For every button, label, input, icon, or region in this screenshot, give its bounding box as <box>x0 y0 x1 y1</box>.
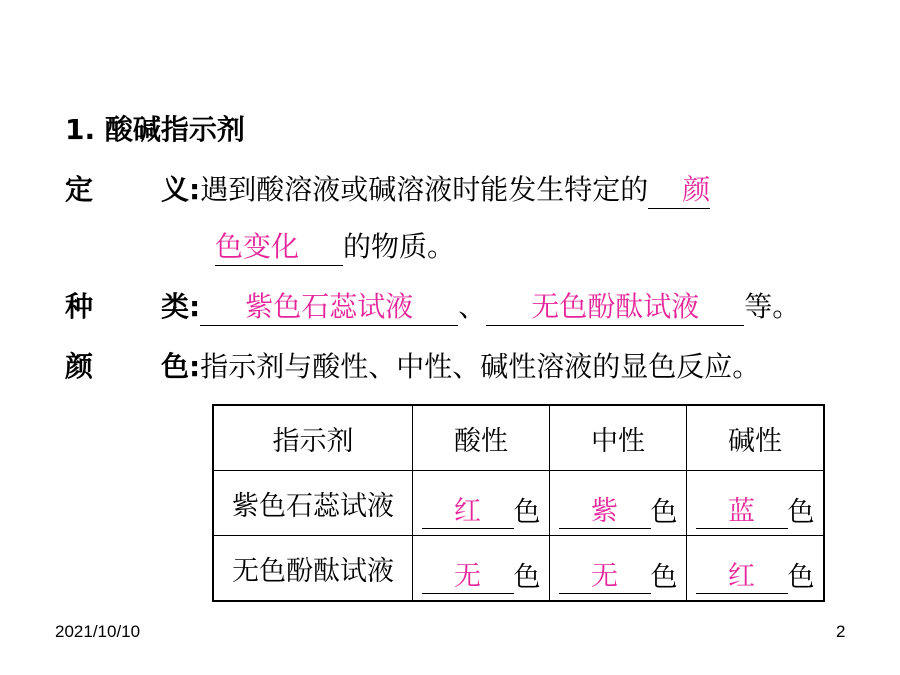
color-suffix: 色 <box>787 562 815 593</box>
header-acid: 酸性 <box>413 405 550 471</box>
page-number: 2 <box>836 622 846 641</box>
kinds-colon: : <box>189 290 201 323</box>
color-suffix: 色 <box>650 562 678 593</box>
header-base: 碱性 <box>687 405 825 471</box>
kinds-blank-1: 紫色石蕊试液 <box>200 285 458 326</box>
color-suffix: 色 <box>513 562 541 593</box>
definition-text: 遇到酸溶液或碱溶液时能发生特定的 <box>200 173 649 206</box>
answer-blank: 无 <box>559 561 651 594</box>
definition-blank-part2: 色变化 <box>215 225 343 266</box>
answer-blank: 红 <box>696 561 788 594</box>
cell-base <box>687 536 825 602</box>
color-suffix: 色 <box>513 497 541 528</box>
footer-date: 2021/10/10 <box>55 622 141 641</box>
cell-neutral <box>550 536 687 602</box>
answer-blank: 无 <box>422 561 514 594</box>
kinds-separator: 、 <box>458 290 487 323</box>
cell-acid <box>413 471 550 536</box>
definition-label-b: 义 <box>161 173 190 206</box>
header-indicator: 指示剂 <box>213 405 413 471</box>
answer-blank: 红 <box>422 496 514 529</box>
indicator-table <box>212 404 825 602</box>
definition-tail: 的物质。 <box>343 230 456 263</box>
color-line <box>65 345 760 385</box>
header-neutral: 中性 <box>550 405 687 471</box>
row-indicator: 无色酚酞试液 <box>213 536 413 602</box>
definition-label-a: 定 <box>65 173 94 206</box>
kinds-blank-2: 无色酚酞试液 <box>486 285 744 326</box>
color-label-b: 色 <box>161 350 190 383</box>
color-suffix: 色 <box>650 497 678 528</box>
answer-blank: 蓝 <box>696 496 788 529</box>
answer-blank: 紫 <box>559 496 651 529</box>
cell-neutral <box>550 471 687 536</box>
table-row <box>213 471 824 536</box>
definition-line-1 <box>65 168 710 209</box>
color-label-a: 颜 <box>65 350 94 383</box>
cell-base <box>687 471 825 536</box>
kinds-label-b: 类 <box>161 290 190 323</box>
color-colon: : <box>189 350 201 383</box>
kinds-tail: 等。 <box>744 290 801 323</box>
color-text: 指示剂与酸性、中性、碱性溶液的显色反应。 <box>200 350 761 383</box>
section-heading: 1. 酸碱指示剂 <box>65 113 245 146</box>
table-header-row <box>213 405 824 471</box>
definition-line-2 <box>215 225 455 266</box>
definition-colon: : <box>189 173 201 206</box>
row-indicator: 紫色石蕊试液 <box>213 471 413 536</box>
color-suffix: 色 <box>787 497 815 528</box>
definition-blank-part1: 颜 <box>648 168 710 209</box>
table-row <box>213 536 824 602</box>
kinds-label-a: 种 <box>65 290 94 323</box>
cell-acid <box>413 536 550 602</box>
kinds-line <box>65 285 800 326</box>
